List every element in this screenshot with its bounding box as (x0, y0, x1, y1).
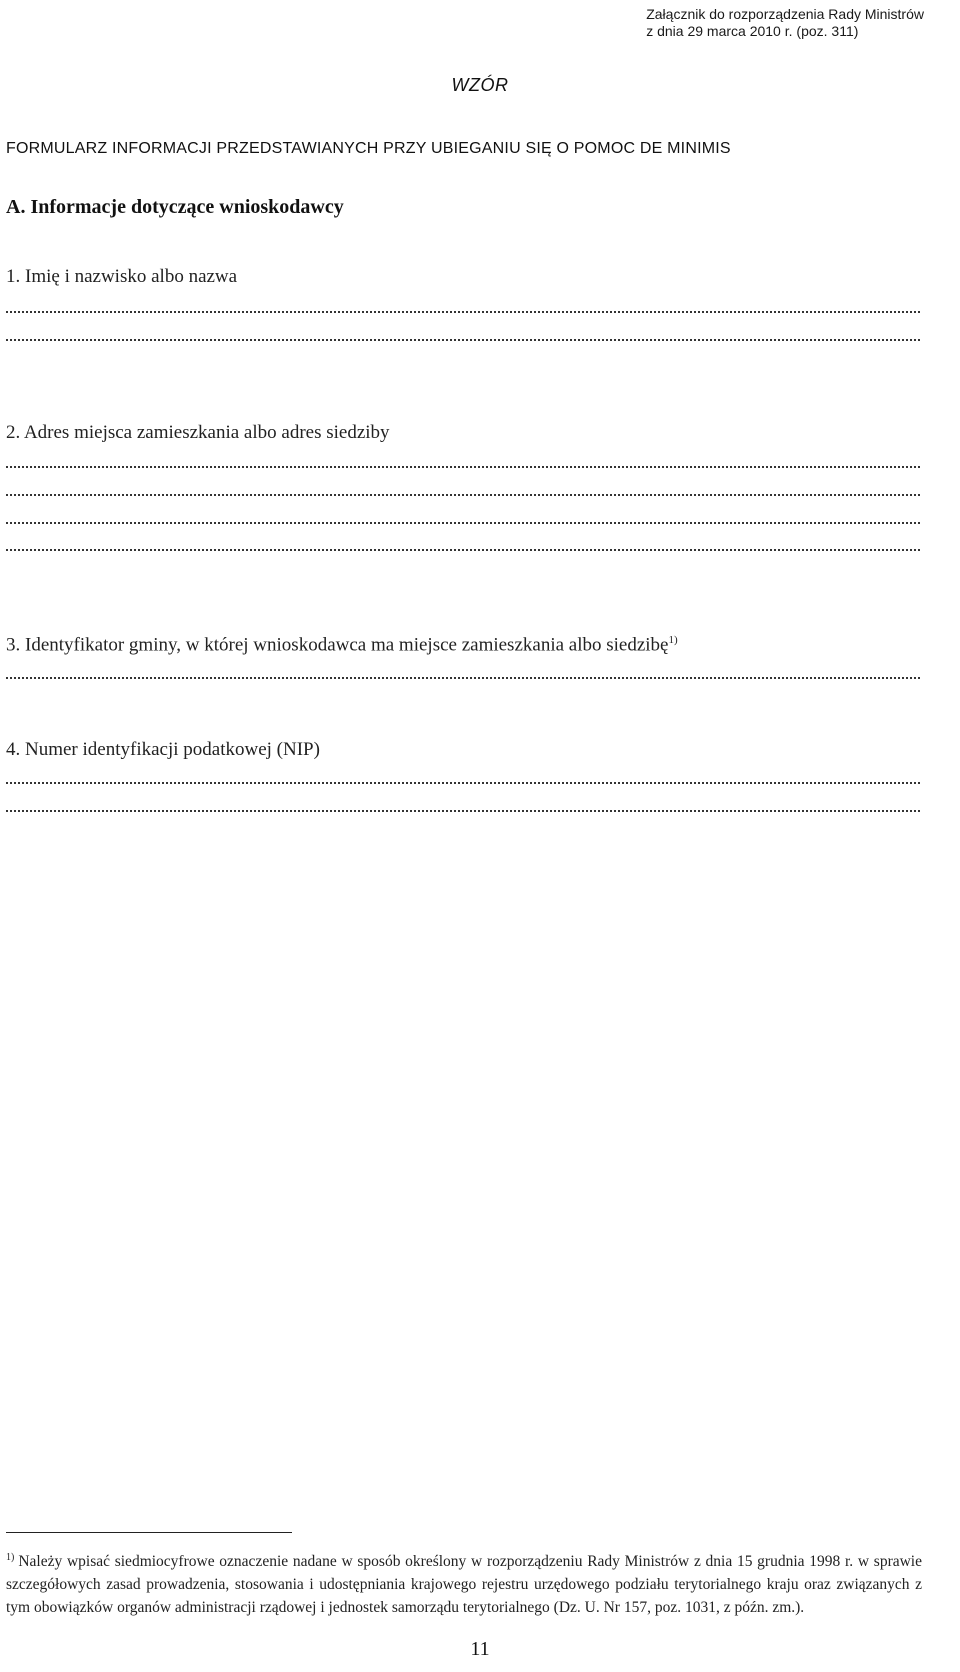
field-3-footnote-ref: 1) (668, 634, 678, 646)
field-3-entry-line-1[interactable] (6, 677, 920, 679)
field-2-entry-line-2[interactable] (6, 494, 920, 496)
footnote-separator (6, 1532, 292, 1533)
field-3-label-text: 3. Identyfikator gminy, w której wnioskodawca ma miejsce zamieszkania albo siedzibę (6, 634, 669, 656)
field-1-entry-line-1[interactable] (6, 311, 920, 313)
footnote-text: Należy wpisać siedmiocyfrowe oznaczenie nadane w sposób określony w rozporządzeniu Rady Ministrów z dnia 15 grudnia 1998 r. w sprawie szczegółowych zasad prowadzenia, stosowania i udostępniania krajowego rejestru urzędowego podziału terytorialnego kraju oraz związanych z tym obowiązków organów administracji rządowej i jednostek samorządu terytorialnego (Dz. U. Nr 157, poz. 1031, z późn. zm.). (6, 1553, 922, 1617)
field-2-entry-line-4[interactable] (6, 549, 920, 551)
form-title: FORMULARZ INFORMACJI PRZEDSTAWIANYCH PRZY UBIEGANIU SIĘ O POMOC DE MINIMIS (6, 140, 731, 157)
annex-header-line-2: z dnia 29 marca 2010 r. (poz. 311) (646, 23, 859, 39)
footnote-marker: 1) (6, 1552, 15, 1563)
annex-header-line-1: Załącznik do rozporządzenia Rady Ministrów (646, 6, 924, 22)
section-a-heading: A. Informacje dotyczące wnioskodawcy (6, 196, 344, 218)
field-1-entry-line-2[interactable] (6, 339, 920, 341)
field-4-entry-line-1[interactable] (6, 782, 920, 784)
field-2-entry-line-1[interactable] (6, 466, 920, 468)
field-1-label: 1. Imię i nazwisko albo nazwa (6, 266, 238, 287)
field-2-entry-line-3[interactable] (6, 522, 920, 524)
annex-header-note (646, 6, 924, 40)
field-2-label: 2. Adres miejsca zamieszkania albo adres siedziby (6, 422, 390, 443)
field-3-label (6, 634, 678, 656)
footnote (6, 1546, 922, 1619)
field-4-entry-line-2[interactable] (6, 810, 920, 812)
field-4-label: 4. Numer identyfikacji podatkowej (NIP) (6, 739, 320, 760)
template-label: WZÓR (451, 75, 509, 95)
page-number: 11 (470, 1638, 490, 1660)
